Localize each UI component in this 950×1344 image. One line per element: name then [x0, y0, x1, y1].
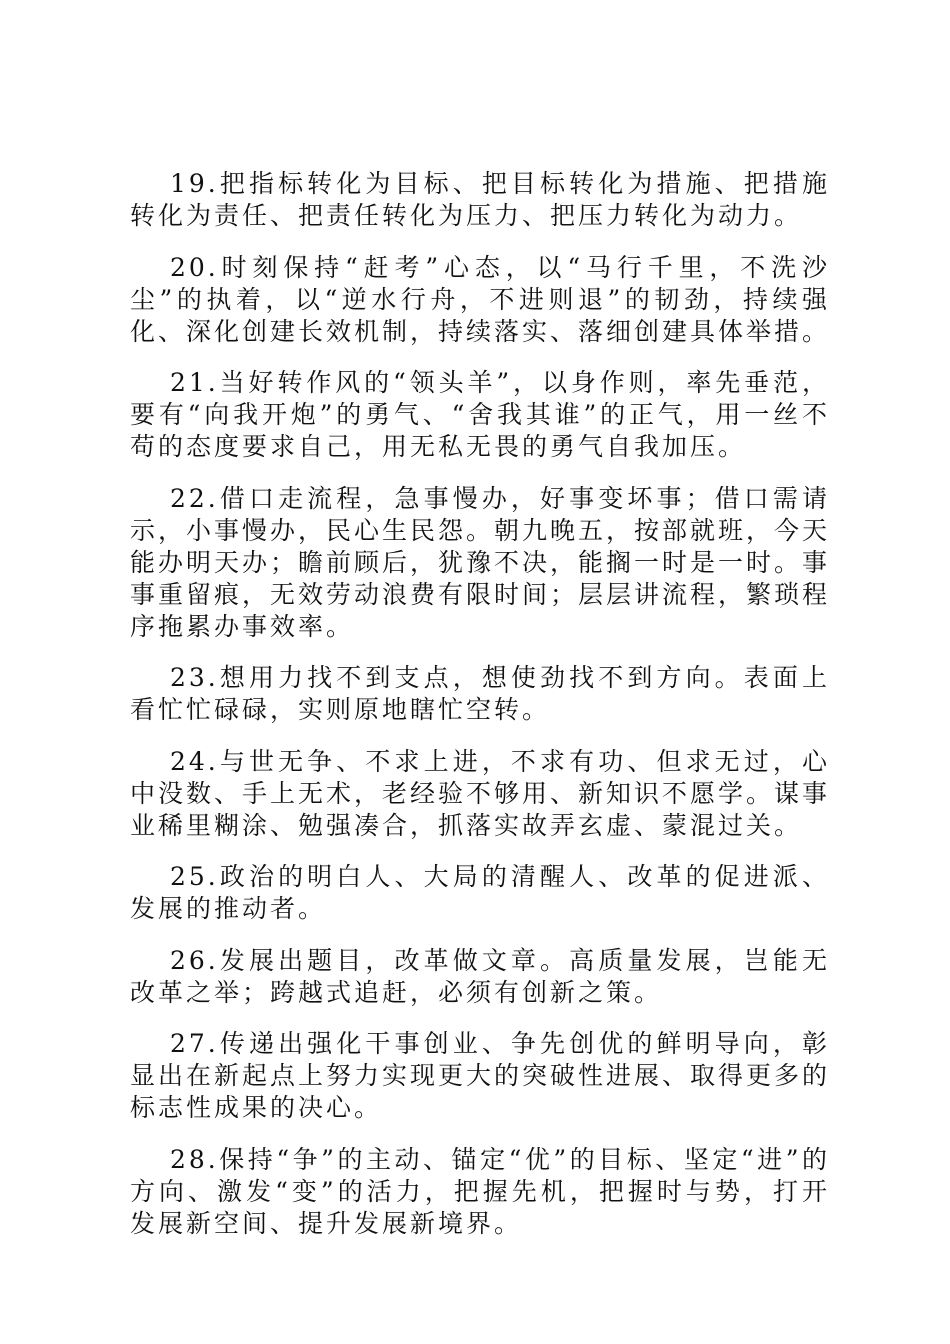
paragraph-20: 20.时刻保持“赶考”心态，以“马行千里，不洗沙尘”的执着，以“逆水行舟，不进则退”的韧劲，持续强化、深化创建长效机制，持续落实、落细创建具体举措。	[130, 252, 831, 346]
paragraph-26: 26.发展出题目，改革做文章。高质量发展，岂能无改革之举；跨越式追赶，必须有创新之策。	[130, 945, 830, 1007]
paragraph-25: 25.政治的明白人、大局的清醒人、改革的促进派、发展的推动者。	[130, 862, 830, 923]
document-page	[130, 168, 830, 1259]
paragraph-21: 21.当好转作风的“领头羊”，以身作则，率先垂范，要有“向我开炮”的勇气、“舍我其谁”的正气，用一丝不苟的态度要求自己，用无私无畏的勇气自我加压。	[130, 368, 830, 461]
paragraph-28: 28.保持“争”的主动、锚定“优”的目标、坚定“进”的方向、激发“变”的活力，把握先机，把握时与势，打开发展新空间、提升发展新境界。	[130, 1144, 830, 1238]
paragraph-23: 23.想用力找不到支点，想使劲找不到方向。表面上看忙忙碌碌，实则原地瞎忙空转。	[130, 663, 830, 724]
paragraph-22: 22.借口走流程，急事慢办，好事变坏事；借口需请示，小事慢办，民心生民怨。朝九晚五，按部就班，今天能办明天办；瞻前顾后，犹豫不决，能搁一时是一时。事事重留痕，无效劳动浪费有限时间；层层讲流程，繁琐程序拖累办事效率。	[130, 483, 831, 641]
paragraph-27: 27.传递出强化干事创业、争先创优的鲜明导向，彰显出在新起点上努力实现更大的突破性进展、取得更多的标志性成果的决心。	[130, 1029, 831, 1122]
paragraph-24: 24.与世无争、不求上进，不求有功、但求无过，心中没数、手上无术，老经验不够用、新知识不愿学。谋事业稀里糊涂、勉强凑合，抓落实故弄玄虚、蒙混过关。	[130, 746, 831, 840]
paragraph-19: 19.把指标转化为目标、把目标转化为措施、把措施转化为责任、把责任转化为压力、把压力转化为动力。	[130, 169, 830, 230]
